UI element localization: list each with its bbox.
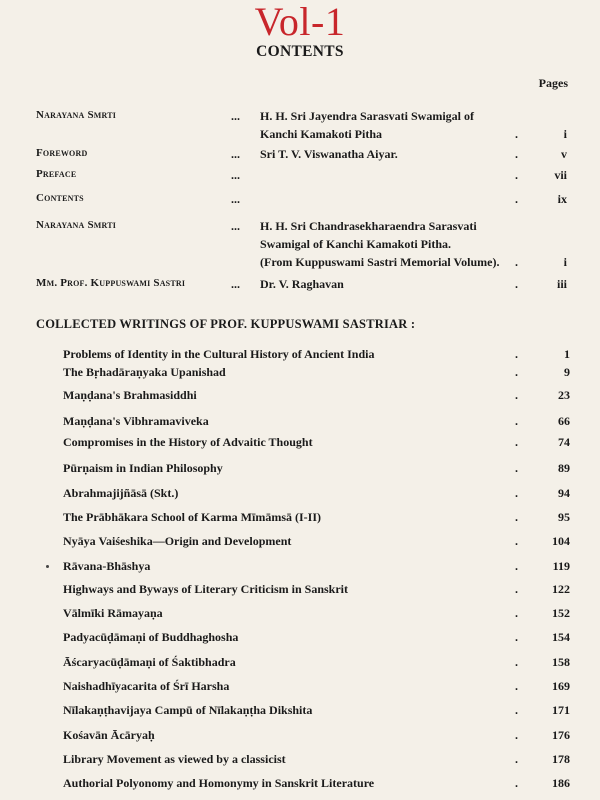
leader-period: . <box>515 388 518 402</box>
writing-page: 23 <box>558 388 570 402</box>
writing-title: The Prābhākara School of Karma Mīmāmsā (I-II) <box>63 510 321 524</box>
front-matter-row <box>0 219 600 269</box>
leader-period: . <box>515 679 518 693</box>
writing-title: Nīlakaṇṭhavijaya Campū of Nīlakaṇṭha Dikshita <box>63 703 313 717</box>
writing-page: 158 <box>552 655 570 669</box>
writing-title: Library Movement as viewed by a classicist <box>63 752 286 766</box>
writing-row <box>0 703 600 721</box>
leader-dots: ... <box>231 109 240 123</box>
leader-period: . <box>515 703 518 717</box>
front-matter-row <box>0 147 600 165</box>
writing-row <box>0 728 600 746</box>
writing-title: Nyāya Vaiśeshika—Origin and Development <box>63 534 292 548</box>
front-matter-page: iii <box>556 277 567 291</box>
leader-period: . <box>515 630 518 644</box>
writing-page: 122 <box>552 582 570 596</box>
front-matter-row <box>0 192 600 210</box>
leader-period: . <box>515 347 518 361</box>
contents-title: CONTENTS <box>256 43 344 60</box>
front-matter-page: i <box>563 255 567 269</box>
front-matter-author: Swamigal of Kanchi Kamakoti Pitha. <box>260 237 452 251</box>
writing-row <box>0 776 600 794</box>
leader-period: . <box>515 559 518 573</box>
writing-page: 186 <box>552 776 570 790</box>
leader-period: . <box>515 582 518 596</box>
writing-page: 9 <box>564 365 570 379</box>
leader-period: . <box>515 147 518 161</box>
leader-period: . <box>515 655 518 669</box>
writing-row <box>0 435 600 453</box>
leader-dots: ... <box>231 192 240 206</box>
front-matter-label: Foreword <box>36 147 88 159</box>
front-matter-author: (From Kuppuswami Sastri Memorial Volume). <box>260 255 500 269</box>
section-heading: COLLECTED WRITINGS OF PROF. KUPPUSWAMI SASTRIAR : <box>36 317 416 331</box>
writing-page: 94 <box>558 486 570 500</box>
leader-period: . <box>515 435 518 449</box>
leader-period: . <box>515 461 518 475</box>
writing-row <box>0 582 600 600</box>
writing-row <box>0 679 600 697</box>
writing-page: 119 <box>552 559 570 573</box>
writing-page: 178 <box>552 752 570 766</box>
pages-column-header: Pages <box>538 76 568 90</box>
writing-row <box>0 347 600 365</box>
writing-row <box>0 388 600 406</box>
writing-title: Authorial Polyonomy and Homonymy in Sanskrit Literature <box>63 776 375 790</box>
leader-period: . <box>515 168 518 182</box>
writing-row <box>0 486 600 504</box>
front-matter-author: H. H. Sri Chandrasekharaendra Sarasvati <box>260 219 477 233</box>
writing-row <box>0 606 600 624</box>
writing-page: 176 <box>552 728 570 742</box>
front-matter-label: Narayana Smrti <box>36 109 117 121</box>
front-matter-row <box>0 168 600 186</box>
writing-title: Pūrṇaism in Indian Philosophy <box>63 461 223 475</box>
leader-dots: ... <box>231 219 240 233</box>
writing-title: Problems of Identity in the Cultural History of Ancient India <box>63 347 375 361</box>
writing-page: 95 <box>558 510 570 524</box>
front-matter-page: i <box>563 127 567 141</box>
leader-period: . <box>515 277 518 291</box>
front-matter-page: v <box>561 147 567 161</box>
writing-title: Naishadhīyacarita of Śrī Harsha <box>63 679 230 693</box>
writing-page: 154 <box>552 630 570 644</box>
writing-row <box>0 630 600 648</box>
leader-dots: ... <box>231 147 240 161</box>
writing-title: Kośavān Ācāryaḥ <box>63 728 155 742</box>
leader-period: . <box>515 127 518 141</box>
writing-title: Highways and Byways of Literary Criticism in Sanskrit <box>63 582 349 596</box>
writing-page: 169 <box>552 679 570 693</box>
leader-period: . <box>515 255 518 269</box>
writing-row <box>0 365 600 383</box>
leader-period: . <box>515 606 518 620</box>
writing-title: Abrahmajijñāsā (Skt.) <box>63 486 179 500</box>
front-matter-label: Contents <box>36 192 84 204</box>
writing-title: Compromises in the History of Advaitic Thought <box>63 435 313 449</box>
leader-period: . <box>515 365 518 379</box>
leader-period: . <box>515 776 518 790</box>
writing-page: 152 <box>552 606 570 620</box>
leader-period: . <box>515 728 518 742</box>
writing-page: 1 <box>564 347 570 361</box>
writing-row <box>0 534 600 552</box>
writing-row <box>0 559 600 577</box>
front-matter-author: H. H. Sri Jayendra Sarasvati Swamigal of <box>260 109 475 123</box>
writing-title: Maṇḍana's Brahmasiddhi <box>63 388 197 402</box>
margin-speck <box>46 565 49 568</box>
writing-title: Padyacūḍāmaṇi of Buddhaghosha <box>63 630 239 644</box>
writing-page: 104 <box>552 534 570 548</box>
front-matter-author: Dr. V. Raghavan <box>260 277 344 291</box>
writing-row <box>0 510 600 528</box>
leader-period: . <box>515 414 518 428</box>
writing-title: Maṇḍana's Vibhramaviveka <box>63 414 209 428</box>
writing-page: 171 <box>552 703 570 717</box>
writing-title: The Bṛhadāraṇyaka Upanishad <box>63 365 226 379</box>
front-matter-page: ix <box>557 192 567 206</box>
writing-page: 66 <box>558 414 570 428</box>
leader-dots: ... <box>231 277 240 291</box>
front-matter-page: vii <box>554 168 567 182</box>
volume-heading: Vol-1 <box>254 0 346 44</box>
writing-row <box>0 414 600 432</box>
front-matter-author: Sri T. V. Viswanatha Aiyar. <box>260 147 398 161</box>
writing-title: Rāvana-Bhāshya <box>63 559 151 573</box>
writing-title: Āścaryacūḍāmaṇi of Śaktibhadra <box>63 655 236 669</box>
front-matter-label: Mm. Prof. Kuppuswami Sastri <box>36 277 186 289</box>
writing-row <box>0 461 600 479</box>
leader-period: . <box>515 510 518 524</box>
front-matter-label: Preface <box>36 168 77 180</box>
writing-page: 74 <box>558 435 570 449</box>
writing-page: 89 <box>558 461 570 475</box>
writing-row <box>0 655 600 673</box>
leader-period: . <box>515 752 518 766</box>
front-matter-author: Kanchi Kamakoti Pitha <box>260 127 383 141</box>
leader-period: . <box>515 534 518 548</box>
leader-period: . <box>515 486 518 500</box>
front-matter-row <box>0 109 600 141</box>
writing-title: Vālmīki Rāmayaṇa <box>63 606 163 620</box>
writing-row <box>0 752 600 770</box>
leader-period: . <box>515 192 518 206</box>
leader-dots: ... <box>231 168 240 182</box>
front-matter-row <box>0 277 600 295</box>
front-matter-label: Narayana Smrti <box>36 219 117 231</box>
